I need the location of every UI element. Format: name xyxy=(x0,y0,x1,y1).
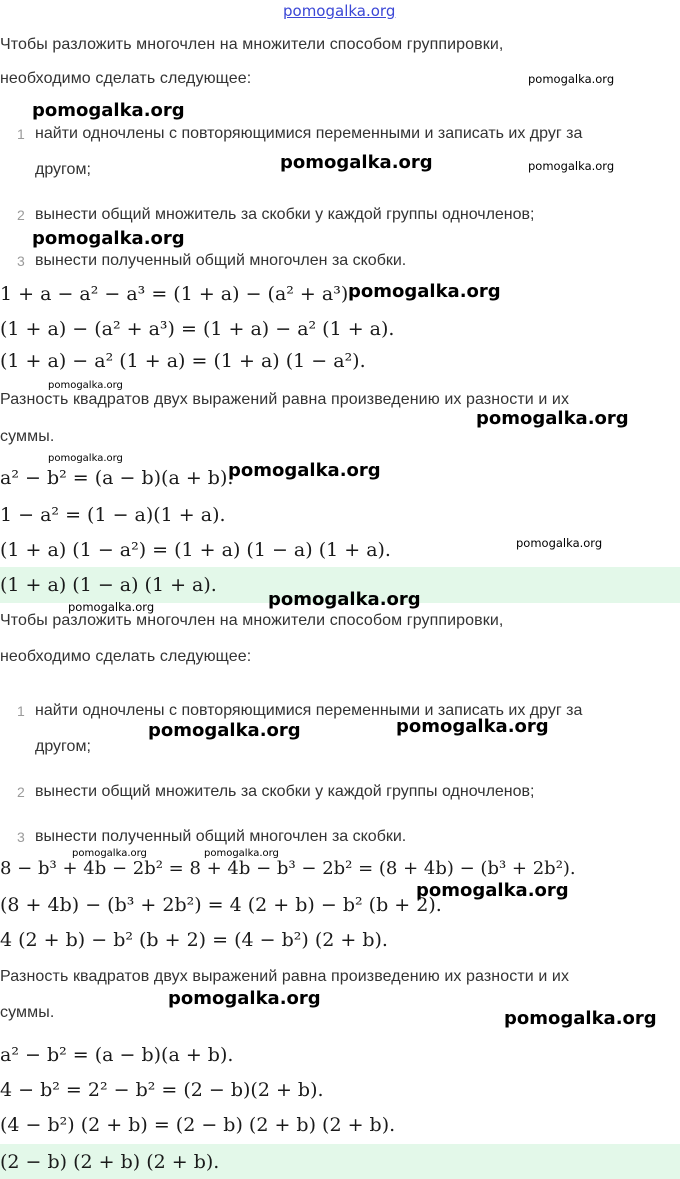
watermark: pomogalka.org xyxy=(32,228,185,249)
watermark: pomogalka.org xyxy=(476,408,629,429)
equation: (1 + a) (1 − a²) = (1 + a) (1 − a) (1 + a). xyxy=(0,539,391,561)
difference-of-squares-rule-continued: суммы. xyxy=(0,1004,55,1021)
step-text: вынести полученный общий многочлен за скобки. xyxy=(35,252,407,269)
equation: 8 − b³ + 4b − 2b² = 8 + 4b − b³ − 2b² = (8 + 4b) − (b³ + 2b²). xyxy=(0,858,576,879)
watermark: pomogalka.org xyxy=(348,281,501,302)
watermark: pomogalka.org xyxy=(416,880,569,901)
difference-of-squares-rule-continued: суммы. xyxy=(0,428,55,445)
step-text-continued: другом; xyxy=(35,738,91,755)
step-text: вынести общий множитель за скобки у каждой группы одночленов; xyxy=(35,206,535,223)
step-number: 3 xyxy=(17,829,25,845)
watermark: pomogalka.org xyxy=(268,589,421,610)
watermark: pomogalka.org xyxy=(528,159,615,173)
equation: 4 (2 + b) − b² (b + 2) = (4 − b²) (2 + b). xyxy=(0,929,388,951)
answer: (2 − b) (2 + b) (2 + b). xyxy=(0,1151,220,1173)
header-watermark[interactable]: pomogalka.org xyxy=(283,2,396,20)
step-number: 2 xyxy=(17,207,25,223)
watermark: pomogalka.org xyxy=(228,460,381,481)
difference-of-squares-rule: Разность квадратов двух выражений равна произведению их разности и их xyxy=(0,968,570,985)
intro-line-1: Чтобы разложить многочлен на множители способом группировки, xyxy=(0,612,504,629)
step-text: вынести общий множитель за скобки у каждой группы одночленов; xyxy=(35,783,535,800)
equation: (1 + a) − (a² + a³) = (1 + a) − a² (1 + a). xyxy=(0,318,395,340)
equation: 1 − a² = (1 − a)(1 + a). xyxy=(0,504,226,526)
intro-line-1: Чтобы разложить многочлен на множители способом группировки, xyxy=(0,36,504,53)
intro-line-2: необходимо сделать следующее: xyxy=(0,648,252,665)
watermark: pomogalka.org xyxy=(48,380,123,391)
step-number: 1 xyxy=(17,126,25,142)
watermark: pomogalka.org xyxy=(516,536,603,550)
watermark: pomogalka.org xyxy=(280,152,433,173)
watermark: pomogalka.org xyxy=(32,100,185,121)
watermark: pomogalka.org xyxy=(48,453,123,464)
equation: a² − b² = (a − b)(a + b). xyxy=(0,467,234,489)
watermark: pomogalka.org xyxy=(168,988,321,1009)
step-text: вынести полученный общий многочлен за скобки. xyxy=(35,828,407,845)
watermark: pomogalka.org xyxy=(204,848,279,859)
intro-line-2: необходимо сделать следующее: xyxy=(0,70,252,87)
difference-of-squares-rule: Разность квадратов двух выражений равна произведению их разности и их xyxy=(0,391,570,408)
watermark: pomogalka.org xyxy=(72,848,147,859)
step-number: 2 xyxy=(17,784,25,800)
step-number: 3 xyxy=(17,253,25,269)
step-text-continued: другом; xyxy=(35,161,91,178)
step-text: найти одночлены с повторяющимися переменными и записать их друг за xyxy=(35,702,583,719)
watermark: pomogalka.org xyxy=(148,720,301,741)
equation: (4 − b²) (2 + b) = (2 − b) (2 + b) (2 + b). xyxy=(0,1114,396,1136)
answer-highlight xyxy=(0,1144,680,1179)
watermark: pomogalka.org xyxy=(396,716,549,737)
answer: (1 + a) (1 − a) (1 + a). xyxy=(0,574,217,596)
equation: 4 − b² = 2² − b² = (2 − b)(2 + b). xyxy=(0,1079,324,1101)
watermark: pomogalka.org xyxy=(528,72,615,86)
step-number: 1 xyxy=(17,703,25,719)
step-text: найти одночлены с повторяющимися переменными и записать их друг за xyxy=(35,125,583,142)
equation: (1 + a) − a² (1 + a) = (1 + a) (1 − a²). xyxy=(0,350,366,372)
equation: (8 + 4b) − (b³ + 2b²) = 4 (2 + b) − b² (b + 2). xyxy=(0,894,442,916)
equation: a² − b² = (a − b)(a + b). xyxy=(0,1044,234,1066)
watermark: pomogalka.org xyxy=(504,1008,657,1029)
watermark: pomogalka.org xyxy=(68,600,155,614)
equation: 1 + a − a² − a³ = (1 + a) − (a² + a³). xyxy=(0,283,355,305)
